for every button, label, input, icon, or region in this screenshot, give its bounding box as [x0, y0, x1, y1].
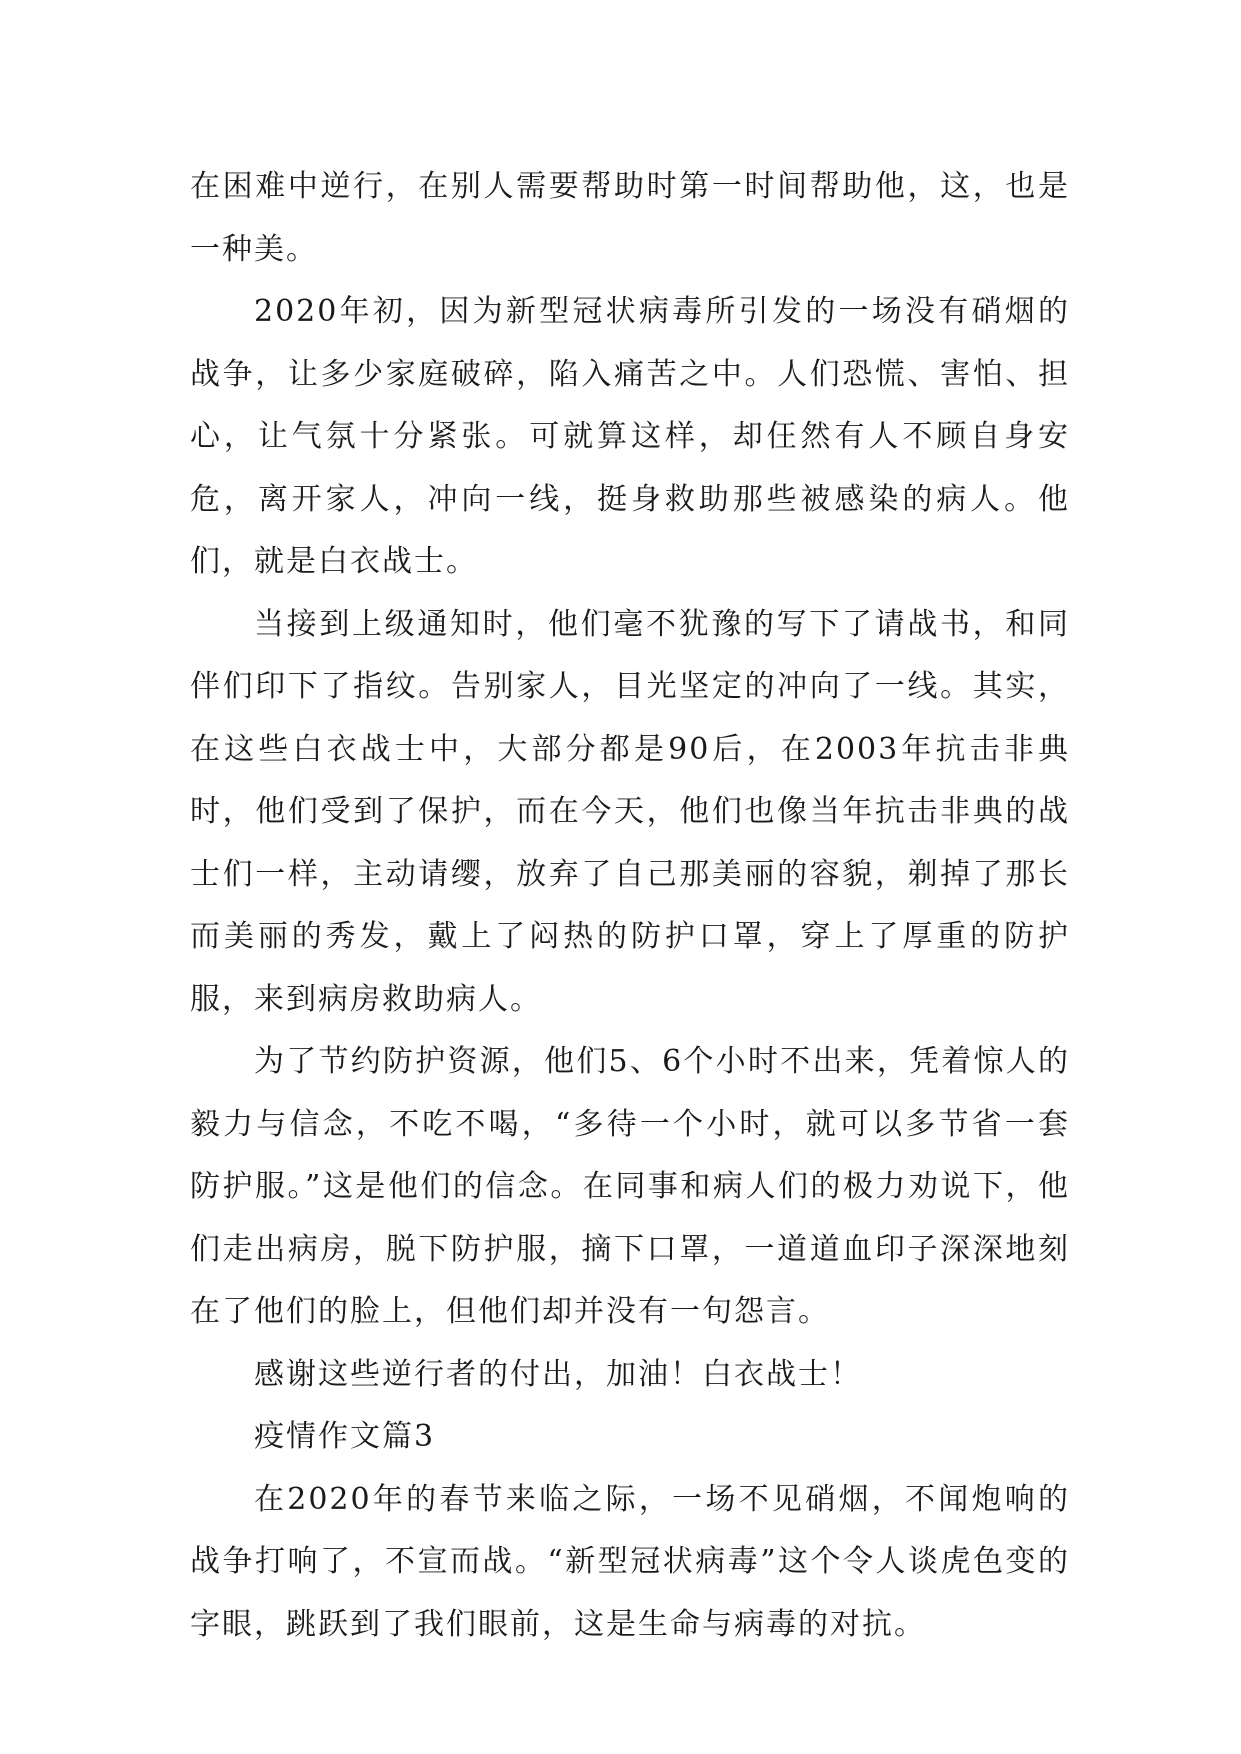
paragraph-1: 在困难中逆行，在别人需要帮助时第一时间帮助他，这，也是一种美。 [190, 169, 1070, 267]
section-heading: 疫情作文篇3 [254, 1419, 436, 1454]
paragraph-4: 为了节约防护资源，他们5、6个小时不出来，凭着惊人的毅力与信念，不吃不喝，“多待一个小时，就可以多节省一套防护服。”这是他们的信念。在同事和病人们的极力劝说下，他们走出病房，脱下防护服，摘下口罩，一道道血印子深深地刻在了他们的脸上，但他们却并没有一句怨言。 [190, 1044, 1070, 1329]
paragraph-3: 当接到上级通知时，他们毫不犹豫的写下了请战书，和同伴们印下了指纹。告别家人，目光坚定的冲向了一线。其实，在这些白衣战士中，大部分都是90后，在2003年抗击非典时，他们受到了保护，而在今天，他们也像当年抗击非典的战士们一样，主动请缨，放弃了自己那美丽的容貌，剃掉了那长而美丽的秀发，戴上了闷热的防护口罩，穿上了厚重的防护服，来到病房救助病人。 [190, 606, 1070, 1017]
document-body [190, 156, 1070, 1656]
paragraph-2: 2020年初，因为新型冠状病毒所引发的一场没有硝烟的战争，让多少家庭破碎，陷入痛苦之中。人们恐慌、害怕、担心，让气氛十分紧张。可就算这样，却仼然有人不顾自身安危，离开家人，冲向一线，挺身救助那些被感染的病人。他们，就是白衣战士。 [190, 294, 1070, 579]
paragraph-6: 在2020年的春节来临之际，一场不见硝烟，不闻炮响的战争打响了，不宣而战。“新型冠状病毒”这个令人谈虎色变的字眼，跳跃到了我们眼前，这是生命与病毒的对抗。 [190, 1481, 1070, 1642]
paragraph-5: 感谢这些逆行者的付出，加油！白衣战士！ [254, 1356, 862, 1392]
